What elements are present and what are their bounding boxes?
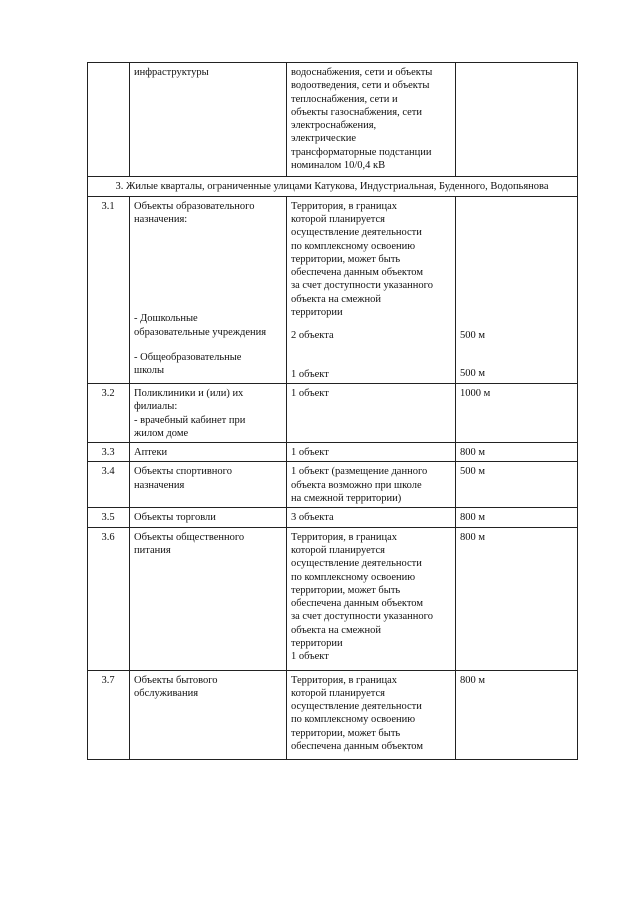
row-number: 3.5: [88, 508, 130, 527]
object-capacity: 1 объект: [287, 383, 456, 442]
object-capacity: Территория, в границах которой планируется осуществление деятельности по комплексному освоению территории, может быть обеспечена данным объектом за счет доступности указанного объекта на смежной территории 2 объекта 1 объект: [287, 196, 456, 383]
table-row: [88, 443, 578, 462]
object-name: Объекты образовательного назначения: - Дошкольные образовательные учреждения - Общеобразовательные школы: [130, 196, 287, 383]
object-capacity: 1 объект: [287, 443, 456, 462]
object-name: Объекты торговли: [130, 508, 287, 527]
object-capacity: 1 объект (размещение данного объекта возможно при школе на смежной территории): [287, 462, 456, 508]
object-distance: 1000 м: [456, 383, 578, 442]
object-name: Объекты бытового обслуживания: [130, 670, 287, 760]
table-row: [88, 63, 578, 177]
object-distance: 500 м: [456, 462, 578, 508]
table-row: [88, 462, 578, 508]
table-row: [88, 527, 578, 670]
table-row: [88, 383, 578, 442]
object-capacity: Территория, в границах которой планируется осуществление деятельности по комплексному освоению территории, может быть обеспечена данным объектом: [287, 670, 456, 760]
object-distance: 500 м 500 м: [456, 196, 578, 383]
table-row: [88, 196, 578, 383]
row-number: 3.4: [88, 462, 130, 508]
table-row: [88, 670, 578, 760]
planning-table: [87, 62, 578, 760]
row-number: 3.7: [88, 670, 130, 760]
row-number: 3.1: [88, 196, 130, 383]
section-row: [88, 177, 578, 196]
object-name: Объекты спортивного назначения: [130, 462, 287, 508]
object-distance: [456, 63, 578, 177]
object-distance: 800 м: [456, 527, 578, 670]
object-capacity: Территория, в границах которой планируется осуществление деятельности по комплексному освоению территории, может быть обеспечена данным объектом за счет доступности указанного объекта на смежной территории 1 объект: [287, 527, 456, 670]
row-number: [88, 63, 130, 177]
object-distance: 800 м: [456, 508, 578, 527]
row-number: 3.3: [88, 443, 130, 462]
object-name: Объекты общественного питания: [130, 527, 287, 670]
object-distance: 800 м: [456, 443, 578, 462]
row-number: 3.6: [88, 527, 130, 670]
table-row: [88, 508, 578, 527]
object-capacity: 3 объекта: [287, 508, 456, 527]
section-title: 3. Жилые кварталы, ограниченные улицами Катукова, Индустриальная, Буденного, Водопьянова: [88, 177, 578, 196]
object-name: Аптеки: [130, 443, 287, 462]
object-capacity: водоснабжения, сети и объекты водоотведения, сети и объекты теплоснабжения, сети и объекты газоснабжения, сети электроснабжения, электрические трансформаторные подстанции номиналом 10/0,4 кВ: [287, 63, 456, 177]
object-name: Поликлиники и (или) их филиалы: - врачебный кабинет при жилом доме: [130, 383, 287, 442]
object-name: инфраструктуры: [130, 63, 287, 177]
object-distance: 800 м: [456, 670, 578, 760]
row-number: 3.2: [88, 383, 130, 442]
